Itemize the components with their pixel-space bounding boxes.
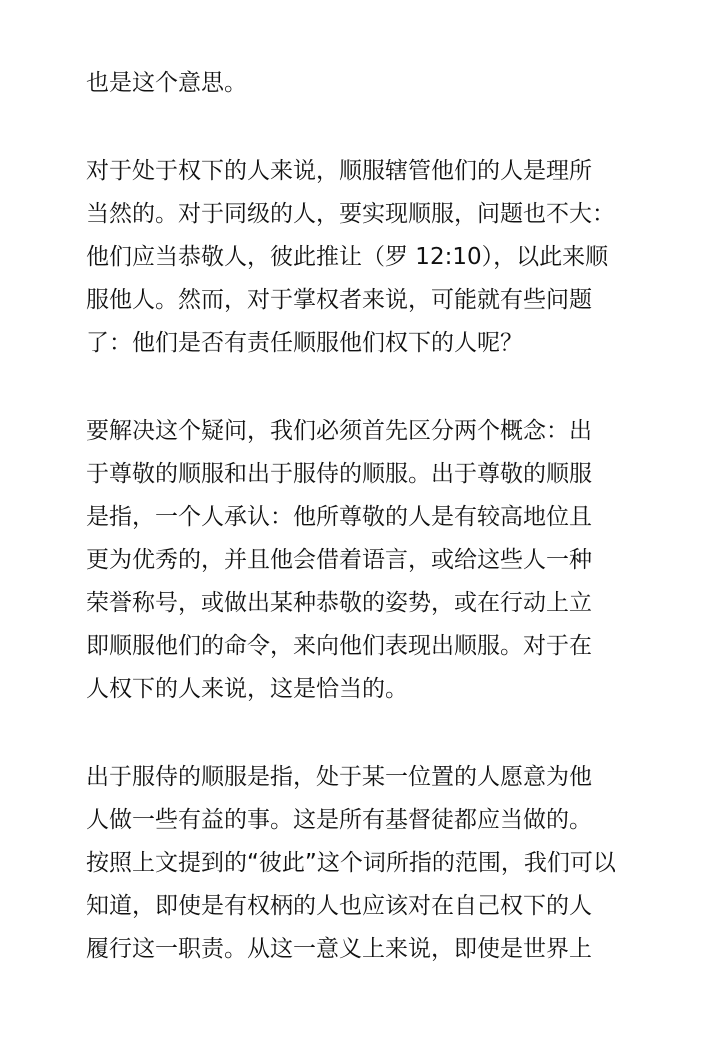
- paragraph-3-line-1: 要解决这个疑问，我们必须首先区分两个概念：出: [86, 418, 592, 444]
- paragraph-2-line-2: 当然的。对于同级的人，要实现顺服，问题也不大：: [86, 201, 615, 227]
- paragraph-4-line-4: 知道，即使是有权柄的人也应该对在自己权下的人: [86, 893, 592, 919]
- paragraph-3-line-6: 即顺服他们的命令，来向他们表现出顺服。对于在: [86, 633, 592, 659]
- paragraph-4-line-5: 履行这一职责。从这一意义上来说，即使是世界上: [86, 936, 592, 962]
- paragraph-3-line-3: 是指，一个人承认：他所尊敬的人是有较高地位且: [86, 504, 592, 530]
- paragraph-2-line-5: 了：他们是否有责任顺服他们权下的人呢？: [86, 330, 523, 356]
- paragraph-4-line-1: 出于服侍的顺服是指，处于某一位置的人愿意为他: [86, 764, 592, 790]
- paragraph-2-line-4: 服他人。然而，对于掌权者来说，可能就有些问题: [86, 287, 592, 313]
- paragraph-3-line-4: 更为优秀的，并且他会借着语言，或给这些人一种: [86, 547, 592, 573]
- paragraph-2-line-1: 对于处于权下的人来说，顺服辖管他们的人是理所: [86, 158, 592, 184]
- paragraph-3-line-5: 荣誉称号，或做出某种恭敬的姿势，或在行动上立: [86, 590, 592, 616]
- paragraph-4-line-3: 按照上文提到的“彼此”这个词所指的范围，我们可以: [86, 850, 616, 876]
- paragraph-4-line-2: 人做一些有益的事。这是所有基督徒都应当做的。: [86, 807, 592, 833]
- paragraph-3-line-2: 于尊敬的顺服和出于服侍的顺服。出于尊敬的顺服: [86, 461, 592, 487]
- paragraph-3-line-7: 人权下的人来说，这是恰当的。: [86, 676, 408, 702]
- paragraph-2-line-3: 他们应当恭敬人，彼此推让（罗 12:10），以此来顺: [86, 244, 609, 270]
- paragraph-1-line-1: 也是这个意思。: [86, 70, 247, 96]
